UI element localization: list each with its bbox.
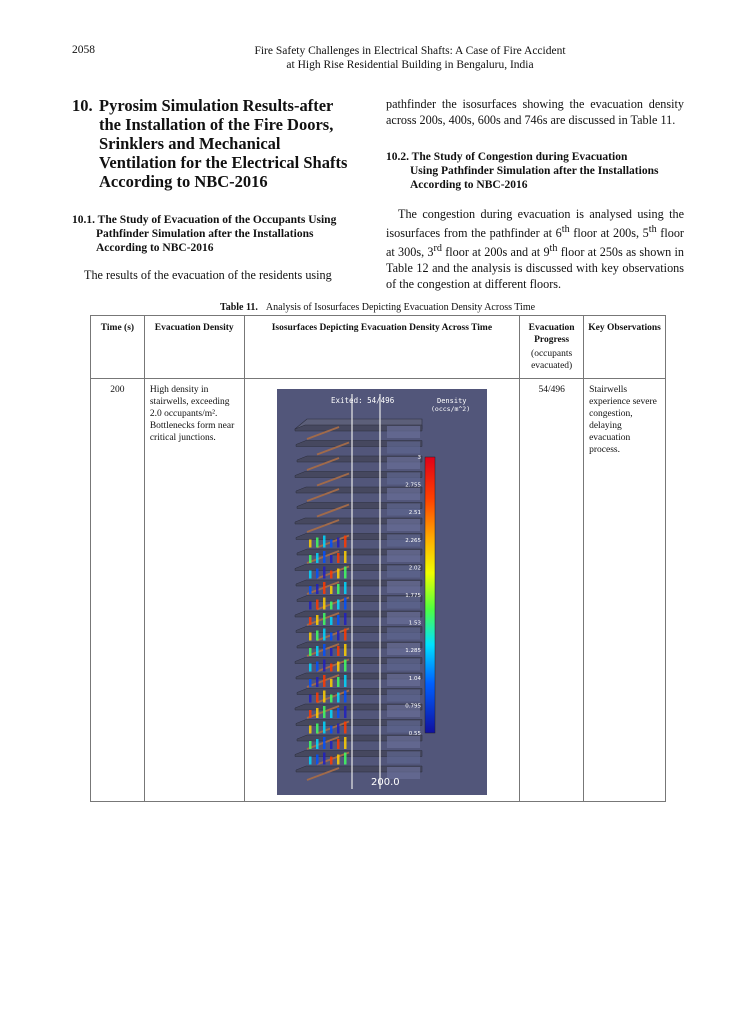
room-block [387, 488, 420, 500]
occupant-marker [323, 613, 326, 625]
running-title [160, 44, 660, 72]
occupant-marker [344, 706, 347, 718]
occupant-marker [309, 679, 312, 687]
occupant-marker [344, 675, 347, 687]
occupant-marker [309, 757, 312, 765]
occupant-marker [316, 662, 319, 672]
section-10-1-heading-line-1: 10.1. The Study of Evacuation of the Occupants Using [72, 214, 337, 226]
occupant-marker [344, 737, 347, 749]
legend-tick-label: 2.02 [408, 565, 421, 572]
occupant-marker [330, 757, 333, 765]
legend-title-line-2: (occs/m^2) [430, 405, 470, 413]
occupant-marker [323, 722, 326, 734]
occupant-marker [344, 644, 347, 656]
occupant-marker [316, 553, 319, 563]
occupant-marker [344, 691, 347, 703]
table-caption-label: Table 11. [219, 302, 258, 313]
occupant-marker [337, 755, 340, 765]
occupant-marker [344, 722, 347, 734]
occupant-marker [309, 695, 312, 703]
occupant-marker [316, 538, 319, 548]
section-10-1-heading [72, 213, 367, 255]
occupant-marker [323, 660, 326, 672]
occupant-marker [337, 693, 340, 703]
occupant-marker [337, 631, 340, 641]
cell-progress: 54/496 [520, 379, 584, 802]
legend-tick-label: 1.53 [408, 620, 421, 627]
right-column [386, 96, 684, 292]
section-10-heading [72, 96, 367, 191]
time-stamp: 200.0 [370, 777, 400, 788]
occupant-marker [337, 739, 340, 749]
occupant-marker [337, 708, 340, 718]
room-block [387, 457, 420, 469]
occupant-marker [337, 646, 340, 656]
page-number: 2058 [72, 44, 95, 56]
legend-tick-label: 1.285 [405, 648, 421, 655]
legend-tick-label: 0.795 [405, 703, 421, 710]
evacuation-table [90, 315, 666, 802]
occupant-marker [309, 741, 312, 749]
header-progress-subtitle: (occupants evacuated) [531, 349, 573, 371]
occupant-marker [323, 629, 326, 641]
occupant-marker [323, 691, 326, 703]
occupant-marker [309, 633, 312, 641]
occupant-marker [309, 617, 312, 625]
header-density: Evacuation Density [144, 316, 244, 379]
occupant-marker [309, 710, 312, 718]
occupant-marker [309, 664, 312, 672]
occupant-marker [330, 540, 333, 548]
occupant-marker [309, 571, 312, 579]
occupant-marker [323, 737, 326, 749]
cell-time: 200 [91, 379, 145, 802]
density-color-bar [425, 457, 435, 733]
legend-tick-label: 2.51 [408, 510, 421, 517]
occupant-marker [323, 551, 326, 563]
occupant-marker [344, 629, 347, 641]
occupant-marker [344, 536, 347, 548]
section-10-title-line-1: Pyrosim Simulation Results-after [99, 96, 334, 115]
section-10-title-line-3: Srinklers and Mechanical [99, 134, 281, 153]
occupant-marker [330, 679, 333, 687]
header-observations: Key Observations [584, 316, 666, 379]
occupant-marker [337, 569, 340, 579]
occupant-marker [344, 613, 347, 625]
occupant-marker [330, 664, 333, 672]
header-isosurfaces: Isosurfaces Depicting Evacuation Density Across Time [244, 316, 520, 379]
occupant-marker [323, 753, 326, 765]
legend-title-line-1: Density [436, 397, 467, 405]
occupant-marker [316, 724, 319, 734]
occupant-marker [316, 677, 319, 687]
occupant-marker [337, 615, 340, 625]
room-block [387, 550, 420, 562]
occupant-marker [330, 741, 333, 749]
occupant-marker [323, 536, 326, 548]
occupant-marker [330, 586, 333, 594]
table-caption-text: Analysis of Isosurfaces Depicting Evacuation Density Across Time [265, 302, 536, 313]
section-10-2-heading-line-2: Using Pathfinder Simulation after the Installations [410, 165, 659, 177]
cell-observations: Stairwells experience severe congestion, delaying evacuation process. [584, 379, 666, 802]
occupant-marker [316, 615, 319, 625]
occupant-marker [323, 706, 326, 718]
occupant-marker [330, 555, 333, 563]
occupant-marker [323, 598, 326, 610]
occupant-marker [330, 602, 333, 610]
header-progress-title: Evacuation Progress [528, 323, 575, 345]
room-block [387, 659, 420, 671]
occupant-marker [316, 708, 319, 718]
occupant-marker [316, 631, 319, 641]
legend-tick-label: 1.04 [408, 675, 421, 682]
occupant-marker [337, 724, 340, 734]
header-time: Time (s) [91, 316, 145, 379]
legend-tick-label: 1.775 [405, 593, 421, 599]
occupant-marker [330, 710, 333, 718]
section-10-title-line-5: According to NBC-2016 [99, 172, 268, 191]
room-block [387, 581, 420, 593]
room-block [387, 628, 420, 640]
occupant-marker [344, 598, 347, 610]
occupant-marker [330, 695, 333, 703]
exited-counter: Exited: 54/496 [330, 396, 395, 405]
room-block [387, 736, 420, 748]
section-10-2-heading-line-3: According to NBC-2016 [410, 179, 528, 191]
legend-tick-label: 3 [417, 455, 421, 461]
cell-isosurface-image [244, 379, 520, 802]
occupant-marker [344, 660, 347, 672]
occupant-marker [323, 644, 326, 656]
section-10-2-heading-line-1: 10.2. The Study of Congestion during Evacuation [386, 151, 628, 163]
occupant-marker [323, 582, 326, 594]
occupant-marker [344, 753, 347, 765]
left-column [72, 96, 367, 283]
section-10-title-line-4: Ventilation for the Electrical Shafts [99, 153, 348, 172]
section-10-1-heading-line-2: Pathfinder Simulation after the Installations [96, 228, 314, 240]
occupant-marker [330, 633, 333, 641]
legend-tick-label: 2.755 [405, 482, 421, 489]
running-title-line-2: at High Rise Residential Building in Bengaluru, India [286, 59, 534, 71]
occupant-marker [309, 555, 312, 563]
occupant-marker [309, 648, 312, 656]
occupant-marker [323, 567, 326, 579]
occupant-marker [323, 675, 326, 687]
occupant-marker [330, 648, 333, 656]
occupant-marker [337, 553, 340, 563]
occupant-marker [309, 602, 312, 610]
occupant-marker [330, 726, 333, 734]
section-10-number: 10. [72, 96, 93, 115]
occupant-marker [316, 584, 319, 594]
section-10-1-paragraph: The results of the evacuation of the residents using [84, 268, 332, 282]
header-progress [520, 316, 584, 379]
occupant-marker [344, 582, 347, 594]
section-10-1-heading-line-3: According to NBC-2016 [96, 242, 214, 254]
room-block [387, 426, 420, 438]
section-10-2-paragraph: The congestion during evacuation is analysed using the isosurfaces from the pathfinder at 6th floor at 200s, 5th floor at 300s, 3rd floor at 200s and at 9th floor at 250s as shown in Table 12 and the analysis is discussed with key observations of the congestion at different floors. [386, 207, 685, 292]
occupant-marker [330, 571, 333, 579]
section-10-title-line-2: the Installation of the Fire Doors, [99, 115, 334, 134]
occupant-marker [337, 600, 340, 610]
simulation-image [277, 389, 487, 795]
occupant-marker [316, 600, 319, 610]
occupant-marker [316, 755, 319, 765]
occupant-marker [316, 569, 319, 579]
room-block [387, 690, 420, 702]
occupant-marker [337, 538, 340, 548]
occupant-marker [337, 662, 340, 672]
legend-tick-label: 2.265 [405, 537, 421, 544]
occupant-marker [309, 586, 312, 594]
room-block [387, 519, 420, 531]
room-block [387, 442, 420, 454]
table-caption [0, 302, 755, 313]
simulation-background [277, 389, 487, 795]
table-header-row [91, 316, 666, 379]
occupant-marker [316, 739, 319, 749]
table-row [91, 379, 666, 802]
occupant-marker [330, 617, 333, 625]
occupant-marker [337, 584, 340, 594]
occupant-marker [309, 540, 312, 548]
running-title-line-1: Fire Safety Challenges in Electrical Shafts: A Case of Fire Accident [254, 45, 566, 57]
cell-density: High density in stairwells, exceeding 2.0 occupants/m². Bottlenecks form near critical junctions. [144, 379, 244, 802]
occupant-marker [337, 677, 340, 687]
occupant-marker [316, 646, 319, 656]
occupant-marker [316, 693, 319, 703]
section-10-2-heading [386, 150, 684, 192]
occupant-marker [344, 567, 347, 579]
occupant-marker [344, 551, 347, 563]
occupant-marker [309, 726, 312, 734]
continuation-paragraph: pathfinder the isosurfaces showing the evacuation density across 200s, 400s, 600s and 746s are discussed in Table 11. [386, 97, 684, 127]
legend-tick-label: 0.55 [408, 731, 421, 737]
room-block [387, 752, 420, 764]
